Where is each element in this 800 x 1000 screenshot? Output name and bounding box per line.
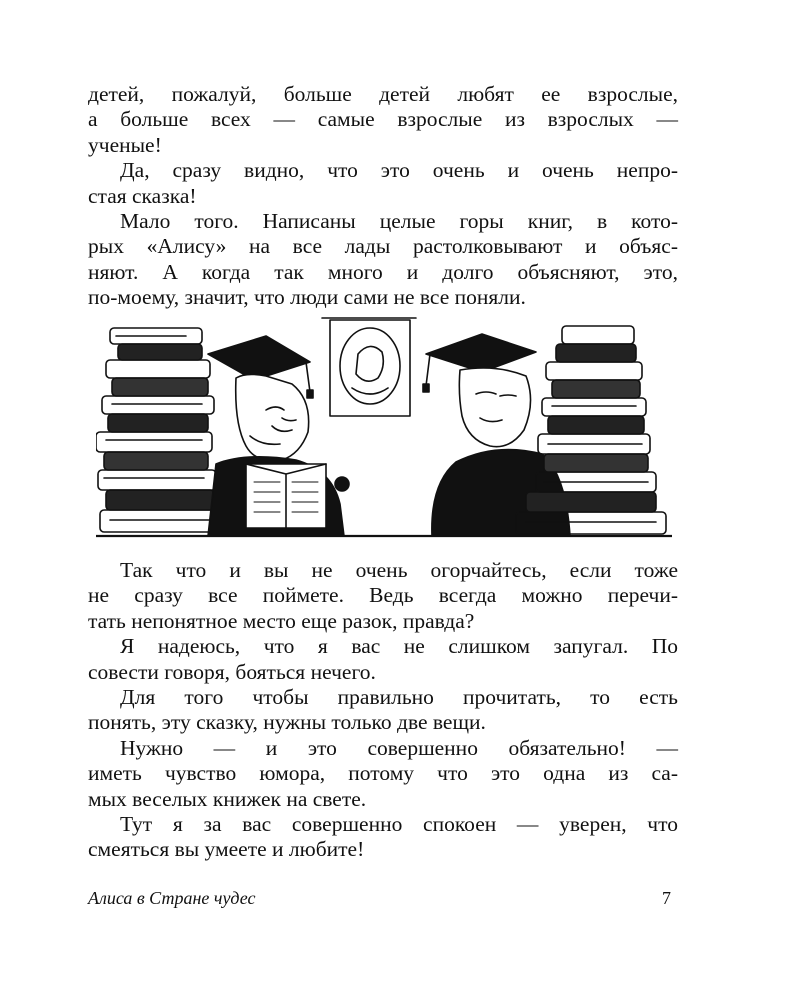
text-line: стая сказка! [88, 183, 197, 208]
text-line: Так что и вы не очень огорчайтесь, если тоже [120, 558, 678, 582]
text-block-bottom [88, 558, 678, 863]
text-line: совести говоря, бояться нечего. [88, 659, 376, 684]
text-line: понять, эту сказку, нужны только две вещи. [88, 710, 486, 735]
text-line: ученые! [88, 132, 162, 157]
text-line: тать непонятное место еще разок, правда? [88, 608, 475, 633]
text-line: смеяться вы умеете и любите! [88, 837, 365, 862]
text-line: детей, пожалуй, больше детей любят ее взрослые, [88, 82, 678, 106]
page-number: 7 [662, 888, 671, 908]
running-footer-title: Алиса в Стране чудес [88, 888, 256, 908]
text-line: Нужно — и это совершенно обязательно! — [120, 735, 678, 760]
text-line: рых «Алису» на все лады растолковывают и объяс- [88, 234, 678, 259]
wall-portrait [322, 318, 416, 416]
left-scholar [208, 336, 349, 536]
left-book-stack [96, 328, 220, 532]
scholars-illustration [96, 314, 672, 540]
right-book-stack [516, 326, 666, 534]
text-line: Да, сразу видно, что это очень и очень непро- [120, 158, 678, 183]
text-line: иметь чувство юмора, потому что это одна из са- [88, 761, 678, 786]
text-line: няют. А когда так много и долго объясняют, это, [88, 259, 678, 284]
text-line: Тут я за вас совершенно спокоен — уверен, что [120, 811, 678, 836]
text-line: не сразу все поймете. Ведь всегда можно перечи- [88, 583, 678, 608]
text-block-top [88, 82, 678, 311]
text-line: Для того чтобы правильно прочитать, то есть [120, 684, 678, 709]
text-line: мых веселых книжек на свете. [88, 786, 367, 811]
text-line: Я надеюсь, что я вас не слишком запугал. По [120, 634, 678, 659]
text-line: Мало того. Написаны целые горы книг, в кото- [120, 208, 678, 233]
text-line: по-моему, значит, что люди сами не все поняли. [88, 285, 526, 310]
text-line: а больше всех — самые взрослые из взрослых — [88, 107, 678, 132]
